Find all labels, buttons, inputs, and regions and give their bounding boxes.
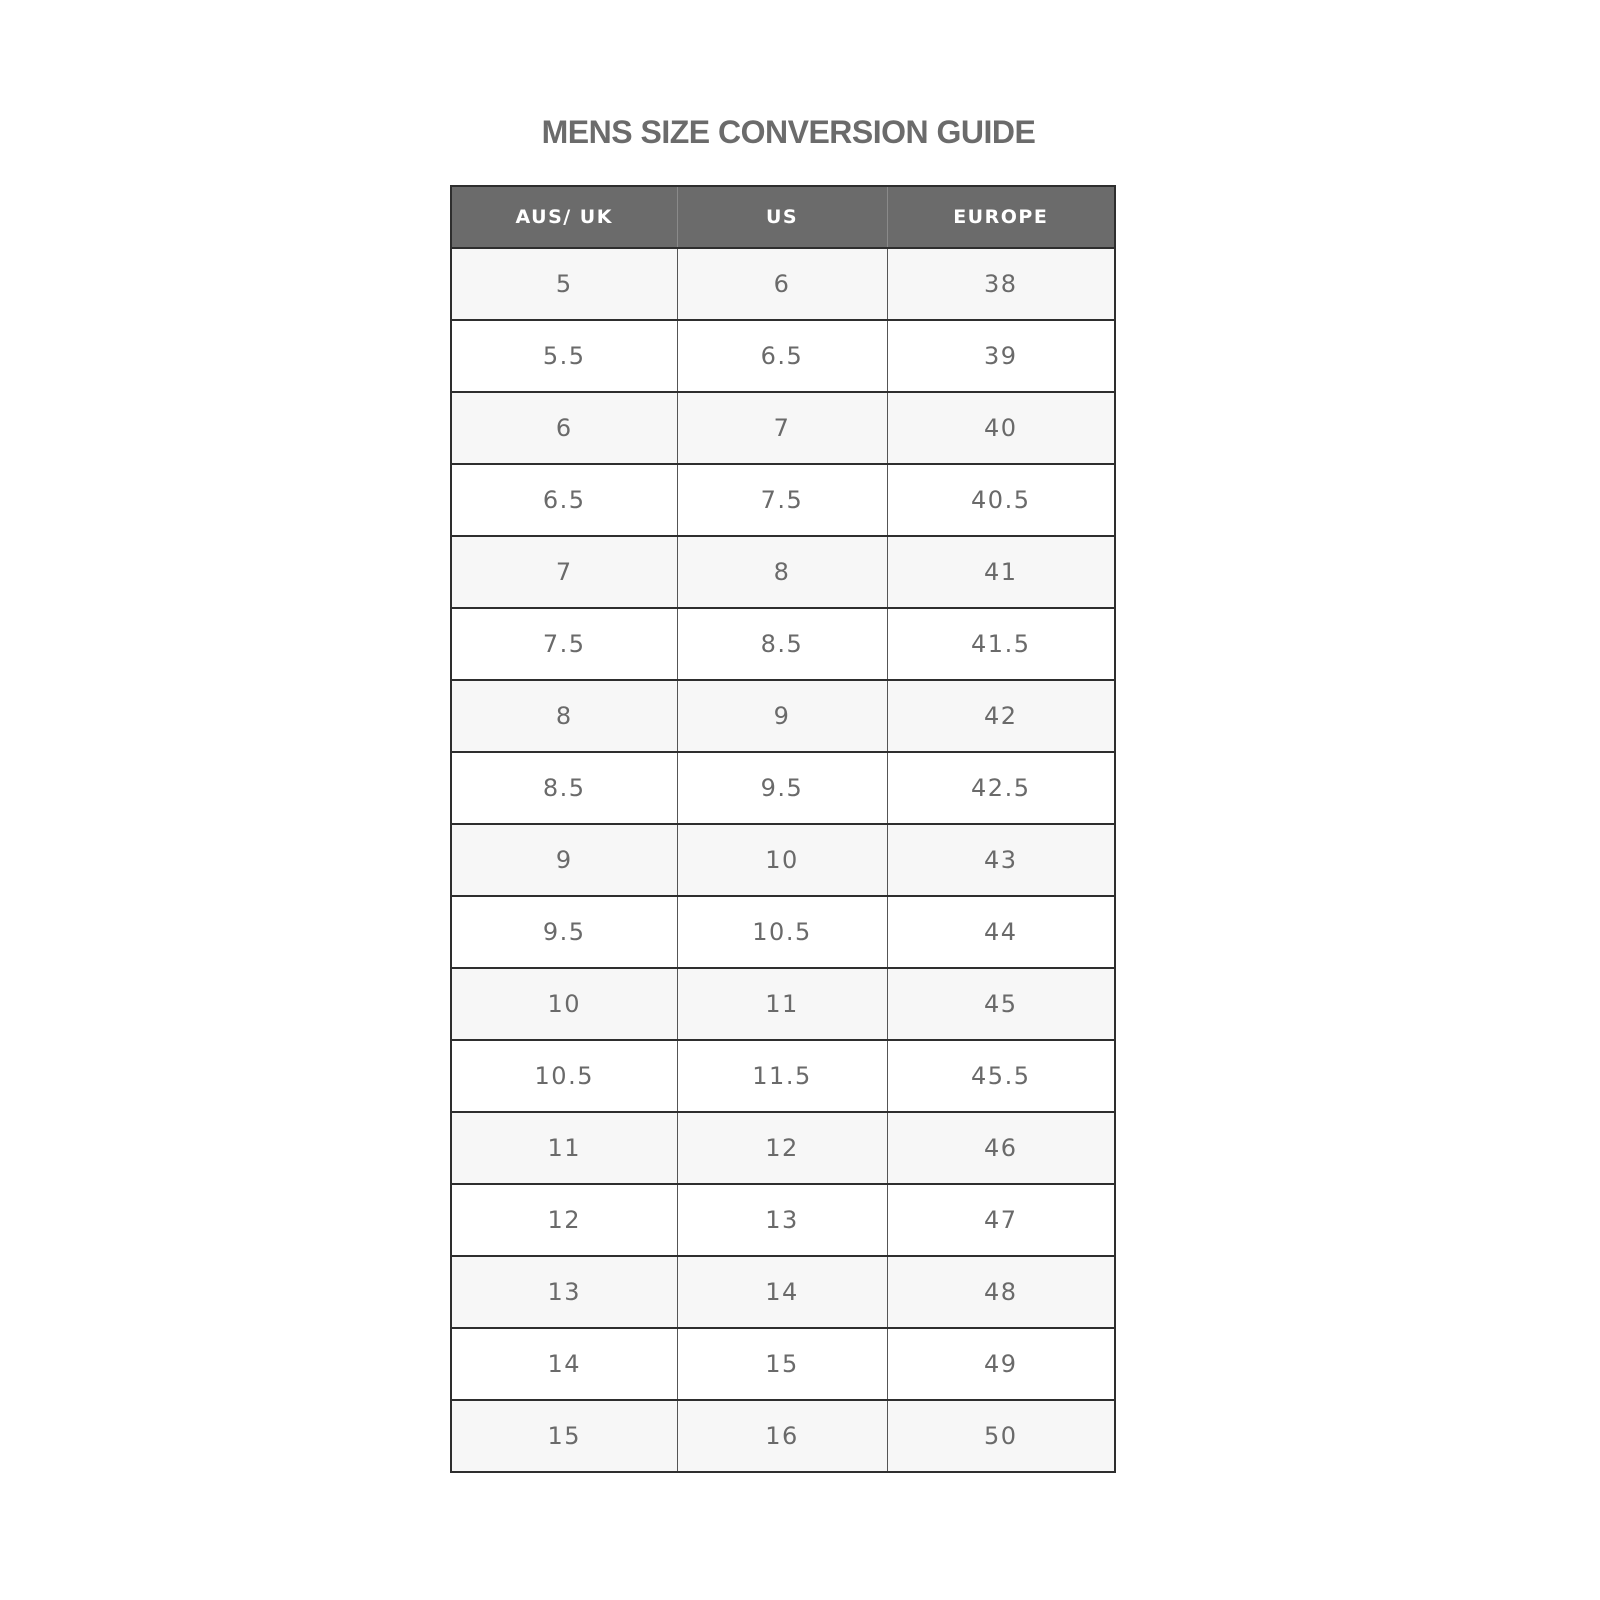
cell-aus-uk: 15 (451, 1400, 677, 1472)
cell-aus-uk: 13 (451, 1256, 677, 1328)
table-row (451, 896, 1115, 968)
cell-europe: 38 (887, 248, 1115, 320)
cell-aus-uk: 7.5 (451, 608, 677, 680)
cell-us: 9.5 (677, 752, 887, 824)
cell-europe: 44 (887, 896, 1115, 968)
cell-us: 6 (677, 248, 887, 320)
table-row (451, 320, 1115, 392)
table-row (451, 1112, 1115, 1184)
cell-us: 6.5 (677, 320, 887, 392)
cell-europe: 39 (887, 320, 1115, 392)
table-body (451, 248, 1115, 1472)
cell-europe: 41.5 (887, 608, 1115, 680)
cell-us: 10.5 (677, 896, 887, 968)
cell-us: 11.5 (677, 1040, 887, 1112)
cell-us: 8.5 (677, 608, 887, 680)
cell-us: 7 (677, 392, 887, 464)
cell-europe: 45 (887, 968, 1115, 1040)
cell-europe: 43 (887, 824, 1115, 896)
table-row (451, 752, 1115, 824)
cell-us: 11 (677, 968, 887, 1040)
cell-aus-uk: 9.5 (451, 896, 677, 968)
cell-europe: 46 (887, 1112, 1115, 1184)
cell-aus-uk: 11 (451, 1112, 677, 1184)
table-row (451, 968, 1115, 1040)
table-row (451, 1400, 1115, 1472)
header-row (451, 186, 1115, 248)
cell-aus-uk: 5 (451, 248, 677, 320)
cell-europe: 42.5 (887, 752, 1115, 824)
cell-aus-uk: 6.5 (451, 464, 677, 536)
table-row (451, 248, 1115, 320)
cell-aus-uk: 7 (451, 536, 677, 608)
cell-us: 13 (677, 1184, 887, 1256)
header-europe: EUROPE (887, 186, 1115, 248)
cell-europe: 40 (887, 392, 1115, 464)
table-row (451, 392, 1115, 464)
cell-europe: 41 (887, 536, 1115, 608)
cell-europe: 47 (887, 1184, 1115, 1256)
table-row (451, 464, 1115, 536)
table-row (451, 1328, 1115, 1400)
cell-aus-uk: 5.5 (451, 320, 677, 392)
cell-aus-uk: 8.5 (451, 752, 677, 824)
cell-us: 10 (677, 824, 887, 896)
cell-aus-uk: 10 (451, 968, 677, 1040)
cell-us: 14 (677, 1256, 887, 1328)
cell-europe: 40.5 (887, 464, 1115, 536)
size-conversion-table (450, 185, 1116, 1473)
cell-aus-uk: 8 (451, 680, 677, 752)
table-row (451, 824, 1115, 896)
table-row (451, 536, 1115, 608)
table-header (451, 186, 1115, 248)
table-row (451, 1256, 1115, 1328)
cell-us: 15 (677, 1328, 887, 1400)
cell-aus-uk: 14 (451, 1328, 677, 1400)
cell-europe: 45.5 (887, 1040, 1115, 1112)
page-title: MENS SIZE CONVERSION GUIDE (541, 114, 1036, 150)
cell-us: 16 (677, 1400, 887, 1472)
cell-europe: 50 (887, 1400, 1115, 1472)
cell-aus-uk: 10.5 (451, 1040, 677, 1112)
cell-us: 9 (677, 680, 887, 752)
table-row (451, 1040, 1115, 1112)
table-row (451, 608, 1115, 680)
cell-aus-uk: 12 (451, 1184, 677, 1256)
cell-europe: 42 (887, 680, 1115, 752)
cell-europe: 49 (887, 1328, 1115, 1400)
table-row (451, 680, 1115, 752)
cell-aus-uk: 9 (451, 824, 677, 896)
cell-aus-uk: 6 (451, 392, 677, 464)
header-us: US (677, 186, 887, 248)
cell-europe: 48 (887, 1256, 1115, 1328)
table-row (451, 1184, 1115, 1256)
cell-us: 7.5 (677, 464, 887, 536)
cell-us: 12 (677, 1112, 887, 1184)
cell-us: 8 (677, 536, 887, 608)
header-aus-uk: AUS/ UK (451, 186, 677, 248)
